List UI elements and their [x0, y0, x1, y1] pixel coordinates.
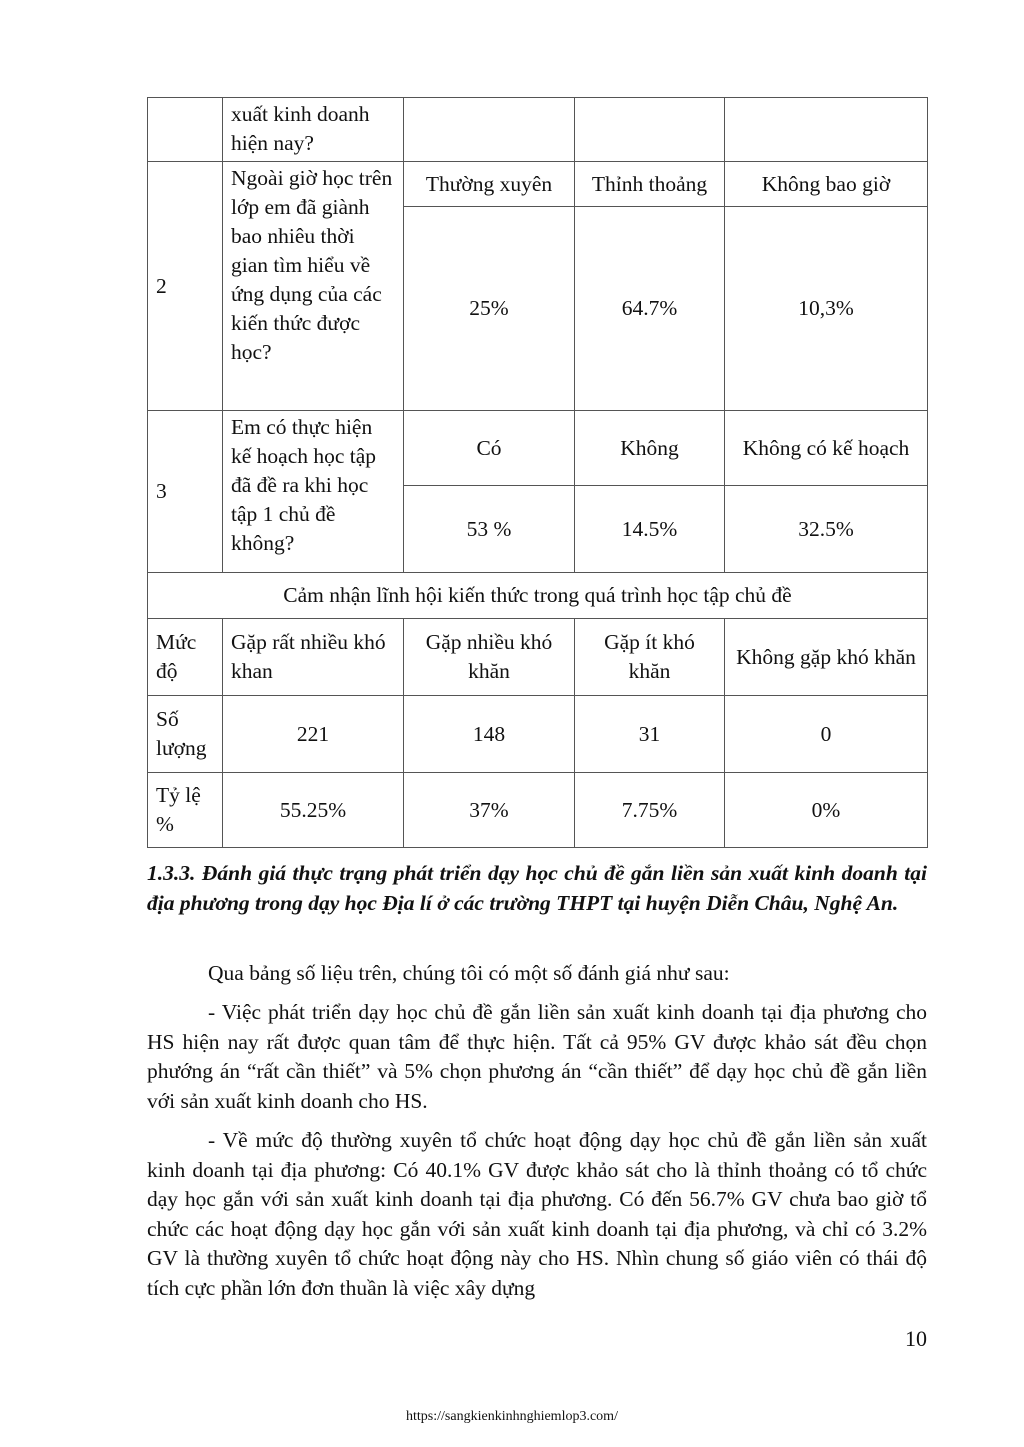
value-cell: 10,3%: [725, 207, 928, 411]
option-cell: Không có kế hoạch: [725, 411, 928, 486]
table-cell: Không gặp khó khăn: [725, 619, 928, 696]
row-label-cell: Tỷ lệ %: [148, 773, 223, 848]
paragraph: - Việc phát triển dạy học chủ đề gắn liền sản xuất kinh doanh tại địa phương cho HS hiện nay rất được quan tâm để thực hiện. Tất cả 95% GV được khảo sát đều chọn phướng án “rất cần thiết” và 5% chọn phương án “cần thiết” để dạy học chủ đề gắn liền với sản xuất kinh doanh cho HS.: [147, 1000, 927, 1113]
option-cell: Có: [404, 411, 575, 486]
table-cell: Gặp rất nhiều khó khan: [223, 619, 404, 696]
row-label-cell: Mức độ: [148, 619, 223, 696]
option-cell: Thỉnh thoảng: [575, 162, 725, 207]
section-heading: 1.3.3. Đánh giá thực trạng phát triển dạy học chủ đề gắn liền sản xuất kinh doanh tại địa phương trong dạy học Địa lí ở các trường THPT tại huyện Diễn Châu, Nghệ An.: [147, 861, 927, 915]
table-cell: 0: [725, 696, 928, 773]
table-row: [148, 411, 928, 486]
table-row: [148, 773, 928, 848]
table-cell: 31: [575, 696, 725, 773]
option-cell: Không bao giờ: [725, 162, 928, 207]
paragraph: - Về mức độ thường xuyên tổ chức hoạt động dạy học chủ đề gắn liền sản xuất kinh doanh tại địa phương: Có 40.1% GV được khảo sát cho là thỉnh thoảng có tổ chức dạy học gắn với sản xuất kinh doanh tại địa phương. Có đến 56.7% GV chưa bao giờ tổ chức các hoạt động dạy học gắn với sản xuất kinh doanh tại địa phương, và chỉ có 3.2% GV là thường xuyên tổ chức hoạt động này cho HS. Nhìn chung số giáo viên có thái độ tích cực phần lớn đơn thuần là việc xây dựng: [147, 1128, 927, 1300]
table-cell: 0%: [725, 773, 928, 848]
question-cell: Em có thực hiện kế hoạch học tập đã đề ra khi học tập 1 chủ đề không?: [223, 411, 404, 573]
table-cell: [404, 98, 575, 162]
stt-cell: 2: [148, 162, 223, 411]
question-cell: Ngoài giờ học trên lớp em đã giành bao nhiêu thời gian tìm hiểu về ứng dụng của các kiến thức được học?: [223, 162, 404, 411]
question-cell: xuất kinh doanh hiện nay?: [223, 98, 404, 162]
table-cell: Gặp ít khó khăn: [575, 619, 725, 696]
section-title-cell: Cảm nhận lĩnh hội kiến thức trong quá trình học tập chủ đề: [148, 573, 928, 619]
stt-cell: [148, 98, 223, 162]
stt-cell: 3: [148, 411, 223, 573]
value-cell: 64.7%: [575, 207, 725, 411]
footer-url: https://sangkienkinhnghiemlop3.com/: [406, 1409, 618, 1424]
row-label-cell: Số lượng: [148, 696, 223, 773]
option-cell: Thường xuyên: [404, 162, 575, 207]
table-cell: 148: [404, 696, 575, 773]
paragraph: Qua bảng số liệu trên, chúng tôi có một số đánh giá như sau:: [208, 961, 730, 985]
table-row: [148, 573, 928, 619]
value-cell: 32.5%: [725, 486, 928, 573]
table-cell: [575, 98, 725, 162]
value-cell: 14.5%: [575, 486, 725, 573]
table-row: [148, 162, 928, 207]
option-cell: Không: [575, 411, 725, 486]
page-number: 10: [905, 1326, 927, 1351]
table-cell: 37%: [404, 773, 575, 848]
value-cell: 53 %: [404, 486, 575, 573]
survey-table: [147, 97, 928, 848]
table-cell: [725, 98, 928, 162]
table-row: [148, 619, 928, 696]
table-row: [148, 98, 928, 162]
value-cell: 25%: [404, 207, 575, 411]
table-row: [148, 696, 928, 773]
table-cell: Gặp nhiều khó khăn: [404, 619, 575, 696]
table-cell: 7.75%: [575, 773, 725, 848]
table-cell: 55.25%: [223, 773, 404, 848]
table-cell: 221: [223, 696, 404, 773]
